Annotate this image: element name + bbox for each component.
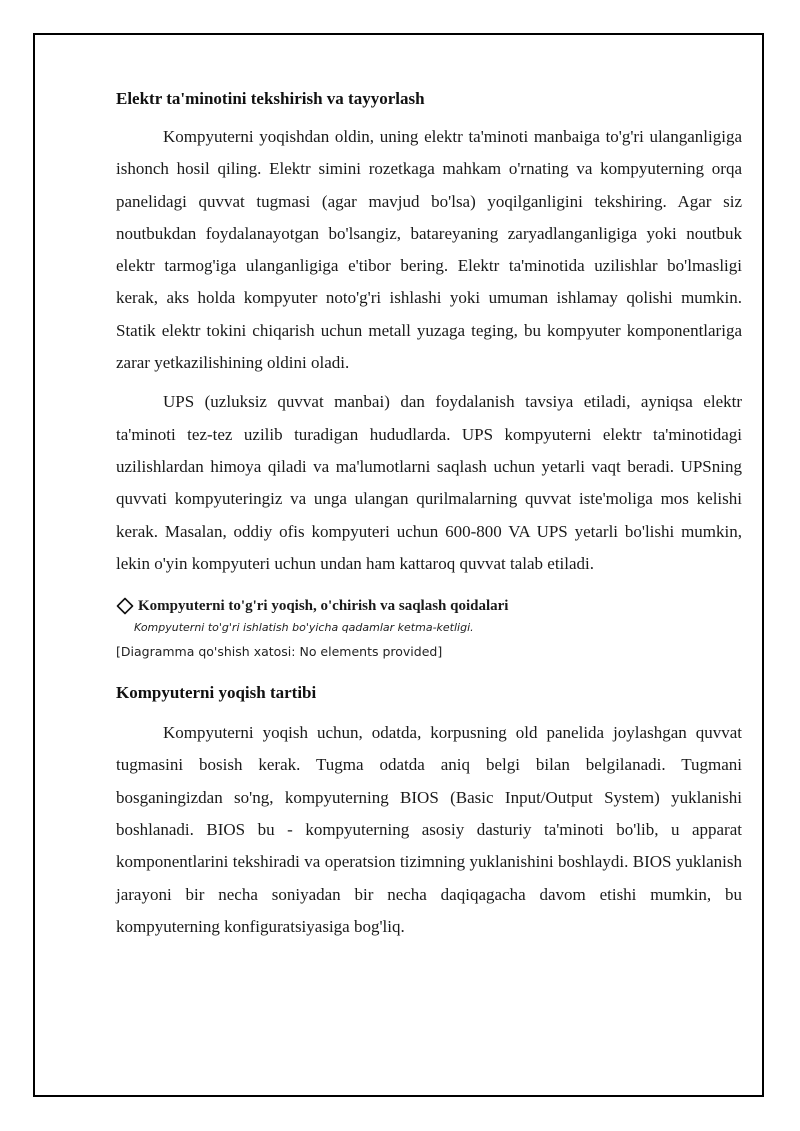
paragraph-power-check: Kompyuterni yoqishdan oldin, uning elektr ta'minoti manbaiga to'g'ri ulanganligiga ishonch hosil qiling. Elektr simini rozetkaga mahkam o'rnating va kompyuterning orqa panelidagi quvvat tugmasi (agar mavjud bo'lsa) yoqilganligini tekshiring. Agar siz noutbukdan foydalanayotgan bo'lsangiz, batareyaning zaryadlanganligiga yoki noutbuk elektr tarmog'iga ulanganligiga e'tibor bering. Elektr ta'minotida uzilishlar bo'lmasligi kerak, aks holda kompyuter noto'g'ri ishlashi yoki umuman ishlamay qolishi mumkin. Statik elektr tokini chiqarish uchun metall yuzaga teging, bu kompyuter komponentlariga zarar yetkazilishining oldini oladi. xyxy=(116,127,742,373)
paragraph-ups: UPS (uzluksiz quvvat manbai) dan foydalanish tavsiya etiladi, ayniqsa elektr ta'minoti tez-tez uzilib turadigan hududlarda. UPS kompyuterni elektr ta'minotidagi uzilishlardan himoya qiladi va ma'lumotlarni saqlash uchun yetarli vaqt beradi. UPSning quvvati kompyuteringiz va unga ulangan qurilmalarning quvvat iste'moliga mos kelishi kerak. Masalan, oddiy ofis kompyuteri uchun 600-800 VA UPS yetarli bo'lishi mumkin, lekin o'yin kompyuteri uchun undan ham kattaroq quvvat talab etiladi. xyxy=(116,392,742,573)
figure-caption: Kompyuterni to'g'ri ishlatish bo'yicha qadamlar ketma-ketligi. xyxy=(134,621,474,635)
figure-title-text: Kompyuterni to'g'ri yoqish, o'chirish va saqlash qoidalari xyxy=(138,598,509,615)
section-heading-startup: Kompyuterni yoqish tartibi xyxy=(116,683,317,703)
section-heading-power-check: Elektr ta'minotini tekshirish va tayyorlash xyxy=(116,89,425,108)
tag-icon xyxy=(116,597,134,615)
paragraph-startup: Kompyuterni yoqish uchun, odatda, korpusning old panelida joylashgan quvvat tugmasini bosish kerak. Tugma odatda aniq belgi bilan belgilanadi. Tugmani bosganingizdan so'ng, kompyuterning BIOS (Basic Input/Output System) yuklanishi boshlanadi. BIOS bu - kompyuterning asosiy dasturiy ta'minoti bo'lib, u apparat komponentlarini tekshiradi va operatsion tizimning yuklanishini boshlaydi. BIOS yuklanish jarayoni bir necha soniyadan bir necha daqiqagacha davom etishi mumkin, bu kompyuterning konfiguratsiyasiga bog'liq. xyxy=(116,723,742,936)
figure-title xyxy=(116,596,742,616)
document-body xyxy=(116,82,742,943)
diagram-error-message: [Diagramma qo'shish xatosi: No elements provided] xyxy=(116,644,443,660)
